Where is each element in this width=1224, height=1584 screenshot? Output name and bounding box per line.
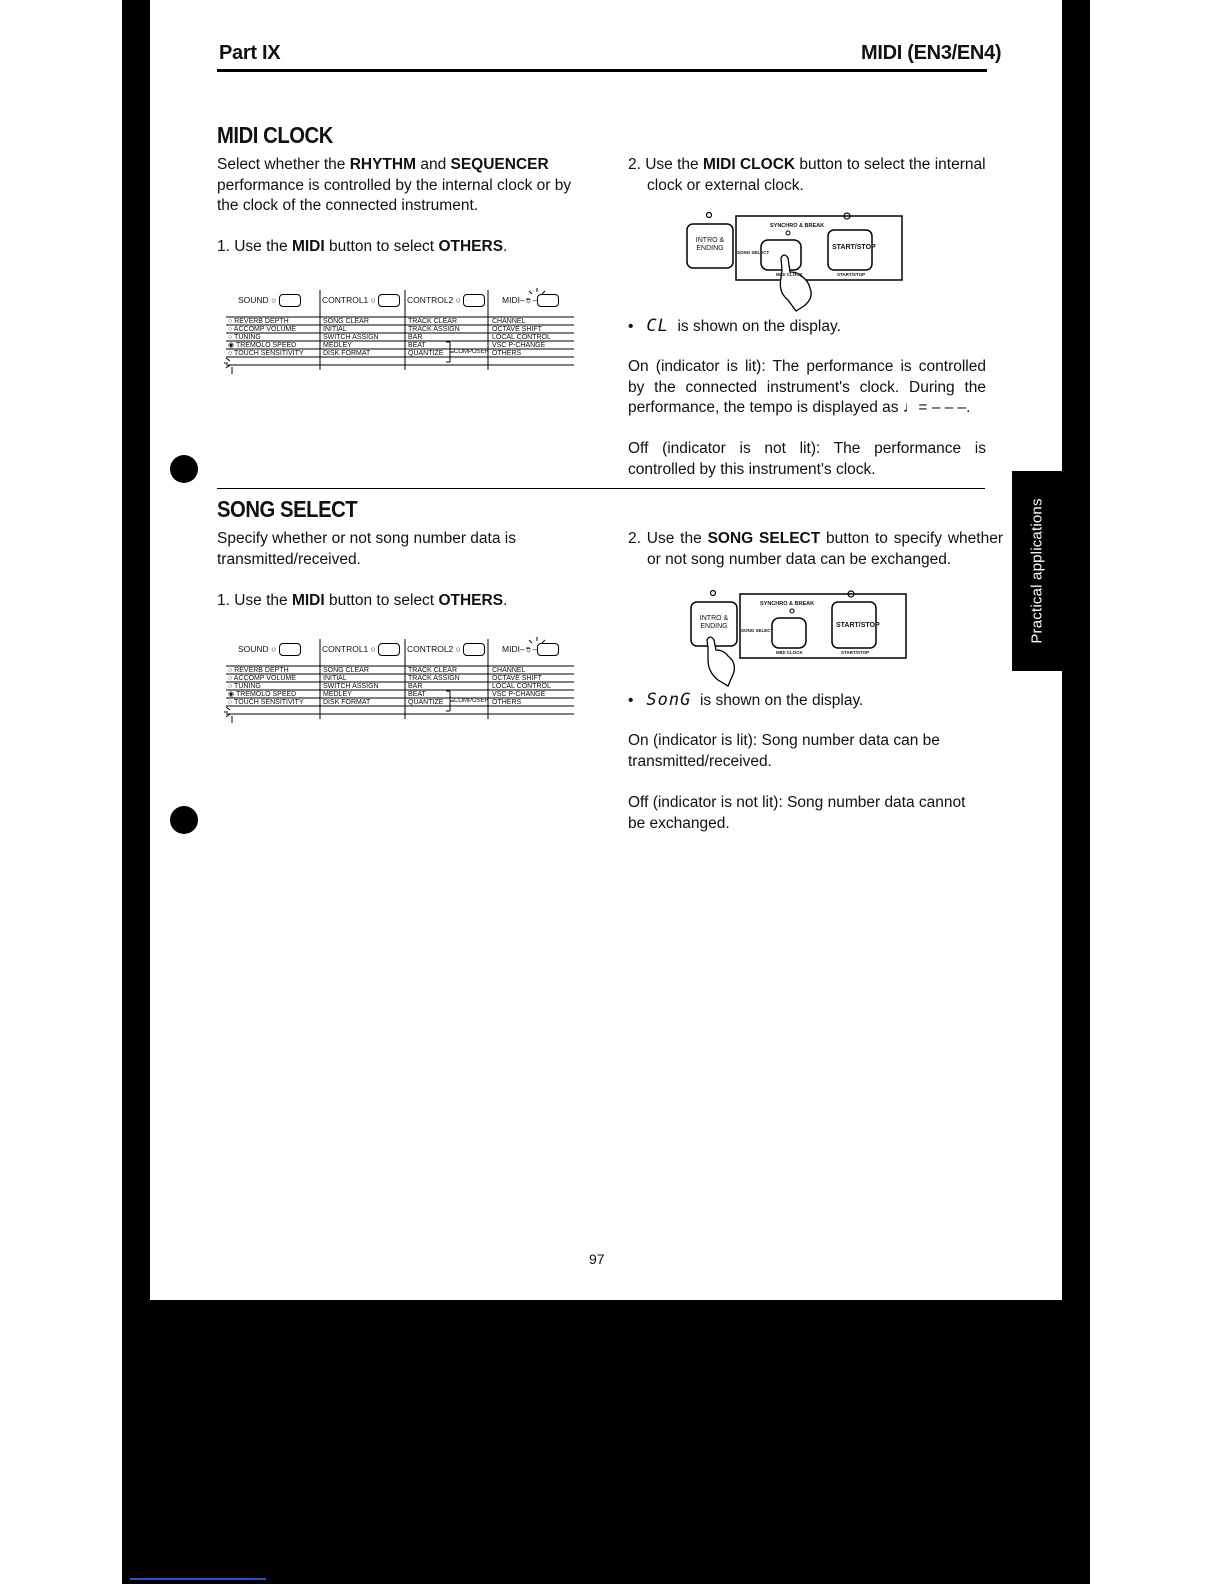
panel-col1-item: ○ ACCOMP VOLUME bbox=[228, 675, 296, 682]
midi-panel-diagram-1 bbox=[224, 288, 576, 374]
diagram-synchro-label: SYNCHRO & BREAK bbox=[770, 223, 825, 229]
diagram-start-stop-label: START/STOP bbox=[836, 622, 880, 629]
panel-col3-item: BEAT bbox=[408, 691, 426, 698]
song-select-step1: 1. Use the MIDI button to select OTHERS. bbox=[217, 592, 508, 609]
section-divider bbox=[217, 488, 985, 489]
page-number: 97 bbox=[589, 1251, 605, 1267]
panel-header-control2: CONTROL2 ○ bbox=[407, 294, 485, 307]
display-code-song: SonG bbox=[646, 690, 692, 710]
side-tab-label: Practical applications bbox=[1028, 498, 1046, 644]
midi-panel-diagram-2 bbox=[224, 637, 576, 723]
sound-button-icon bbox=[279, 294, 301, 307]
diagram-song-select-label: SONG SELECT bbox=[741, 628, 774, 633]
song-select-off-text: Off (indicator is not lit): Song number data cannot be exchanged. bbox=[628, 794, 966, 832]
panel-col4-item: VSC P-CHANGE bbox=[492, 691, 546, 698]
diagram-synchro-label: SYNCHRO & BREAK bbox=[760, 601, 815, 607]
section-title-midi-clock: MIDI CLOCK bbox=[217, 122, 333, 148]
panel-col1-item: ○ REVERB DEPTH bbox=[228, 318, 289, 325]
diagram-intro-ending-label: INTRO & ENDING bbox=[695, 237, 725, 252]
panel-col2-item: SONG CLEAR bbox=[323, 667, 369, 674]
panel-col2-item: SONG CLEAR bbox=[323, 318, 369, 325]
panel-col3-item: QUANTIZE bbox=[408, 699, 444, 706]
chapter-title: MIDI (EN3/EN4) bbox=[861, 42, 1002, 64]
panel-col1-item: ○ TUNING bbox=[228, 334, 261, 341]
midi-clock-on-text: On (indicator is lit): The performance is controlled by the connected instrument's clock. During the performance, the tempo is displayed as ♩= – – –. bbox=[628, 358, 986, 416]
panel-header-sound: SOUND ○ bbox=[238, 294, 301, 307]
panel-col3-item: QUANTIZE bbox=[408, 350, 444, 357]
panel-col3-item: TRACK ASSIGN bbox=[408, 326, 460, 333]
panel-col2-item: DISK FORMAT bbox=[323, 699, 371, 706]
panel-col1-item: ○ ACCOMP VOLUME bbox=[228, 326, 296, 333]
scan-border-bottom bbox=[122, 1300, 1090, 1584]
diagram-song-select-label: SONG SELECT bbox=[737, 250, 770, 255]
panel-header-sound: SOUND ○ bbox=[238, 643, 301, 656]
diagram-start-stop-small-label: START/STOP bbox=[841, 650, 870, 655]
binder-hole-2 bbox=[170, 806, 198, 834]
display-code-cl: CL bbox=[646, 316, 669, 336]
midi-clock-intro: Select whether the RHYTHM and SEQUENCER performance is controlled by the internal clock or by the clock of the connected instrument. bbox=[217, 156, 572, 214]
panel-col1-item: ○ TUNING bbox=[228, 683, 261, 690]
song-select-step2: 2. Use the SONG SELECT button to specify whether or not song number data can be exchanged. bbox=[628, 530, 1003, 568]
header-rule bbox=[217, 69, 987, 72]
panel-header-midi: MIDI–☼– bbox=[502, 294, 559, 307]
control2-button-icon bbox=[463, 643, 485, 656]
midi-clock-display-note: • CL is shown on the display. bbox=[628, 316, 841, 336]
panel-col3-item: BAR bbox=[408, 683, 423, 690]
diagram-midi-clock-label: MIDI CLOCK bbox=[776, 650, 803, 655]
sound-button-icon bbox=[279, 643, 301, 656]
song-select-display-note: • SonG is shown on the display. bbox=[628, 690, 864, 710]
panel-col3-item: TRACK CLEAR bbox=[408, 667, 458, 674]
panel-header-control1: CONTROL1 ○ bbox=[322, 294, 400, 307]
panel-header-control1: CONTROL1 ○ bbox=[322, 643, 400, 656]
midi-clock-off-text: Off (indicator is not lit): The performance is controlled by this instrument's clock. bbox=[628, 440, 986, 478]
button-diagram-song-select bbox=[688, 586, 910, 690]
bottom-link-underline bbox=[130, 1578, 266, 1580]
panel-col4-item: LOCAL CONTROL bbox=[492, 334, 551, 341]
song-select-intro: Specify whether or not song number data is transmitted/received. bbox=[217, 530, 516, 568]
section-title-song-select: SONG SELECT bbox=[217, 496, 358, 522]
panel-col1-item: ◉ TREMOLO SPEED bbox=[228, 342, 297, 349]
panel-col1-item: ◉ TREMOLO SPEED bbox=[228, 691, 297, 698]
panel-composer-label: COMPOSER bbox=[454, 349, 490, 355]
panel-composer-label: COMPOSER bbox=[454, 698, 490, 704]
panel-col1-item: ○ REVERB DEPTH bbox=[228, 667, 289, 674]
panel-col3-item: BAR bbox=[408, 334, 423, 341]
panel-col4-item: LOCAL CONTROL bbox=[492, 683, 551, 690]
panel-col3-item: BEAT bbox=[408, 342, 426, 349]
panel-col1-item: ○ TOUCH SENSITIVITY bbox=[228, 350, 304, 357]
diagram-start-stop-label: START/STOP bbox=[832, 244, 876, 251]
panel-col4-item: CHANNEL bbox=[492, 667, 526, 674]
part-label: Part IX bbox=[219, 42, 281, 64]
panel-col3-item: TRACK ASSIGN bbox=[408, 675, 460, 682]
control2-button-icon bbox=[463, 294, 485, 307]
panel-col2-item: INITIAL bbox=[323, 326, 347, 333]
panel-col3-item: TRACK CLEAR bbox=[408, 318, 458, 325]
song-select-on-text: On (indicator is lit): Song number data can be transmitted/received. bbox=[628, 732, 940, 770]
panel-col4-item: OCTAVE SHIFT bbox=[492, 675, 542, 682]
midi-button-icon bbox=[537, 643, 559, 656]
panel-col2-item: MEDLEY bbox=[323, 342, 352, 349]
midi-clock-step2: 2. Use the MIDI CLOCK button to select the internal clock or external clock. bbox=[628, 156, 986, 194]
panel-header-midi: MIDI–☼– bbox=[502, 643, 559, 656]
control1-button-icon bbox=[378, 294, 400, 307]
midi-clock-step1: 1. Use the MIDI button to select OTHERS. bbox=[217, 238, 508, 255]
diagram-midi-clock-label: MIDI CLOCK bbox=[776, 272, 803, 277]
panel-col2-item: SWITCH ASSIGN bbox=[323, 334, 379, 341]
panel-col4-item: CHANNEL bbox=[492, 318, 526, 325]
panel-col2-item: DISK FORMAT bbox=[323, 350, 371, 357]
panel-col1-item: ○ TOUCH SENSITIVITY bbox=[228, 699, 304, 706]
diagram-intro-ending-label: INTRO & ENDING bbox=[699, 615, 729, 630]
panel-col4-item: VSC P-CHANGE bbox=[492, 342, 546, 349]
control1-button-icon bbox=[378, 643, 400, 656]
panel-col2-item: INITIAL bbox=[323, 675, 347, 682]
panel-col4-item: OTHERS bbox=[492, 350, 522, 357]
panel-col4-item: OTHERS bbox=[492, 699, 522, 706]
midi-button-icon bbox=[537, 294, 559, 307]
button-diagram-midi-clock bbox=[684, 208, 906, 312]
panel-col4-item: OCTAVE SHIFT bbox=[492, 326, 542, 333]
binder-hole-1 bbox=[170, 455, 198, 483]
panel-header-control2: CONTROL2 ○ bbox=[407, 643, 485, 656]
panel-col2-item: MEDLEY bbox=[323, 691, 352, 698]
panel-col2-item: SWITCH ASSIGN bbox=[323, 683, 379, 690]
diagram-start-stop-small-label: START/STOP bbox=[837, 272, 866, 277]
